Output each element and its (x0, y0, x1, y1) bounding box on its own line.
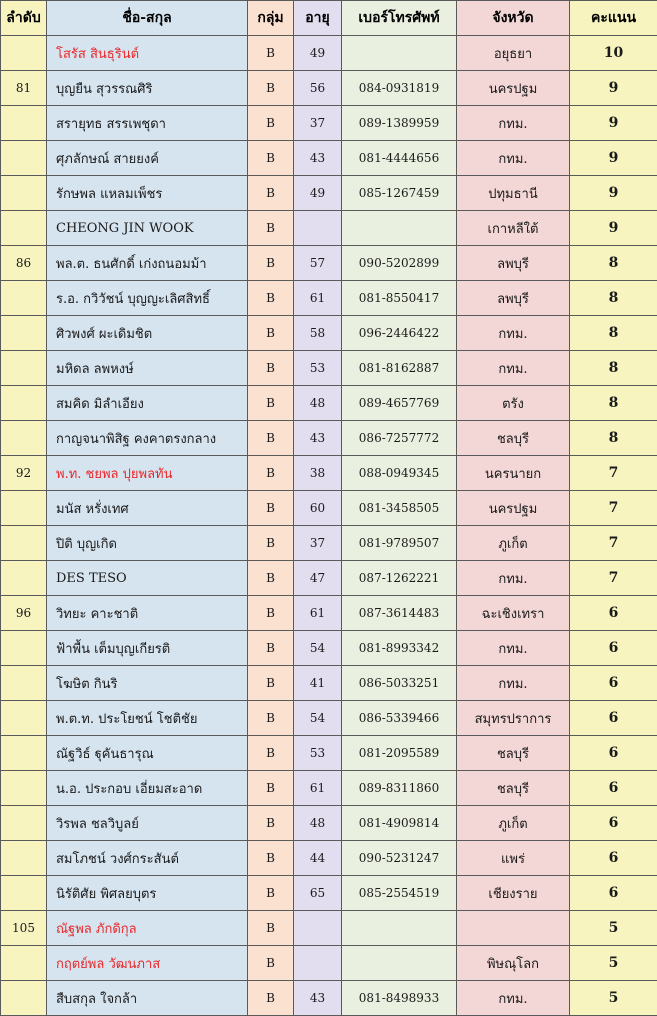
group-cell: B (248, 351, 294, 386)
table-row (1, 176, 657, 211)
header-rank: ลำดับ (1, 1, 47, 36)
phone-cell: 089-4657769 (342, 386, 457, 421)
rank-cell (1, 36, 47, 71)
table-row (1, 36, 657, 71)
province-cell: ลพบุรี (457, 246, 570, 281)
table-row (1, 351, 657, 386)
phone-cell (342, 36, 457, 71)
group-cell: B (248, 946, 294, 981)
name-cell: มนัส หรั่งเทศ (47, 491, 248, 526)
header-score: คะแนน (570, 1, 657, 36)
province-cell: ชลบุรี (457, 771, 570, 806)
province-cell: ฉะเชิงเทรา (457, 596, 570, 631)
group-cell: B (248, 666, 294, 701)
phone-cell: 096-2446422 (342, 316, 457, 351)
table-row (1, 876, 657, 911)
age-cell: 54 (294, 631, 342, 666)
phone-cell (342, 211, 457, 246)
rank-cell (1, 561, 47, 596)
group-cell: B (248, 596, 294, 631)
table-row (1, 841, 657, 876)
rank-cell (1, 806, 47, 841)
score-cell: 6 (570, 736, 657, 771)
rank-cell (1, 876, 47, 911)
table-row (1, 561, 657, 596)
score-cell: 8 (570, 281, 657, 316)
group-cell: B (248, 981, 294, 1016)
phone-cell: 086-5339466 (342, 701, 457, 736)
province-cell: ชลบุรี (457, 736, 570, 771)
score-cell: 7 (570, 456, 657, 491)
name-cell: กาญจนาพิสิฐ คงคาตรงกลาง (47, 421, 248, 456)
province-cell: กทม. (457, 666, 570, 701)
table-row (1, 981, 657, 1016)
score-cell: 5 (570, 981, 657, 1016)
province-cell: ชลบุรี (457, 421, 570, 456)
phone-cell: 088-0949345 (342, 456, 457, 491)
phone-cell: 081-4444656 (342, 141, 457, 176)
phone-cell: 087-3614483 (342, 596, 457, 631)
phone-cell: 090-5202899 (342, 246, 457, 281)
province-cell: กทม. (457, 351, 570, 386)
score-cell: 6 (570, 806, 657, 841)
age-cell: 38 (294, 456, 342, 491)
score-cell: 9 (570, 176, 657, 211)
name-cell: โฆษิต กินริ (47, 666, 248, 701)
age-cell: 37 (294, 106, 342, 141)
group-cell: B (248, 246, 294, 281)
name-cell: บุญยืน สุวรรณศิริ (47, 71, 248, 106)
score-cell: 9 (570, 141, 657, 176)
score-cell: 5 (570, 911, 657, 946)
phone-cell: 081-9789507 (342, 526, 457, 561)
group-cell: B (248, 211, 294, 246)
province-cell: อยุธยา (457, 36, 570, 71)
score-cell: 8 (570, 386, 657, 421)
group-cell: B (248, 771, 294, 806)
group-cell: B (248, 456, 294, 491)
province-cell: นครนายก (457, 456, 570, 491)
age-cell: 37 (294, 526, 342, 561)
phone-cell: 081-8162887 (342, 351, 457, 386)
table-row (1, 596, 657, 631)
name-cell: โสรัส สินธุรินต์ (47, 36, 248, 71)
table-row (1, 456, 657, 491)
age-cell: 60 (294, 491, 342, 526)
phone-cell: 086-5033251 (342, 666, 457, 701)
province-cell: กทม. (457, 141, 570, 176)
phone-cell: 090-5231247 (342, 841, 457, 876)
name-cell: สมคิด มิลำเอียง (47, 386, 248, 421)
phone-cell (342, 911, 457, 946)
table-row (1, 806, 657, 841)
name-cell: น.อ. ประกอบ เอี่ยมสะอาด (47, 771, 248, 806)
table-row (1, 771, 657, 806)
score-cell: 9 (570, 211, 657, 246)
score-cell: 6 (570, 666, 657, 701)
province-cell: กทม. (457, 631, 570, 666)
group-cell: B (248, 841, 294, 876)
phone-cell (342, 946, 457, 981)
rank-cell (1, 946, 47, 981)
group-cell: B (248, 71, 294, 106)
phone-cell: 085-1267459 (342, 176, 457, 211)
header-row (1, 1, 657, 36)
name-cell: สมโภชน์ วงศ์กระสันต์ (47, 841, 248, 876)
table-row (1, 491, 657, 526)
name-cell: นิรัติศัย พิศลยบุตร (47, 876, 248, 911)
score-cell: 8 (570, 316, 657, 351)
group-cell: B (248, 106, 294, 141)
rank-cell (1, 281, 47, 316)
province-cell: กทม. (457, 106, 570, 141)
name-cell: ฟ้าพื้น เต็มบุญเกียรติ (47, 631, 248, 666)
header-province: จังหวัด (457, 1, 570, 36)
table-row (1, 526, 657, 561)
age-cell: 43 (294, 981, 342, 1016)
rank-cell (1, 351, 47, 386)
province-cell: นครปฐม (457, 491, 570, 526)
province-cell: ภูเก็ต (457, 806, 570, 841)
score-cell: 6 (570, 841, 657, 876)
province-cell: กทม. (457, 316, 570, 351)
rank-cell: 96 (1, 596, 47, 631)
phone-cell: 081-8550417 (342, 281, 457, 316)
name-cell: กฤตย์พล วัฒนภาส (47, 946, 248, 981)
table-row (1, 281, 657, 316)
phone-cell: 081-2095589 (342, 736, 457, 771)
name-cell: สรายุทธ สรรเพชุดา (47, 106, 248, 141)
score-cell: 6 (570, 701, 657, 736)
score-cell: 10 (570, 36, 657, 71)
rank-cell (1, 141, 47, 176)
table-row (1, 246, 657, 281)
age-cell: 54 (294, 701, 342, 736)
rank-cell (1, 771, 47, 806)
table-row (1, 316, 657, 351)
table-row (1, 631, 657, 666)
rank-cell (1, 841, 47, 876)
name-cell: สืบสกุล ใจกล้า (47, 981, 248, 1016)
score-cell: 8 (570, 351, 657, 386)
name-cell: มหิดล ลพหงษ์ (47, 351, 248, 386)
score-cell: 5 (570, 946, 657, 981)
group-cell: B (248, 876, 294, 911)
score-cell: 6 (570, 876, 657, 911)
province-cell: ลพบุรี (457, 281, 570, 316)
rank-cell (1, 631, 47, 666)
rank-cell: 92 (1, 456, 47, 491)
phone-cell: 081-4909814 (342, 806, 457, 841)
age-cell: 58 (294, 316, 342, 351)
table-row (1, 701, 657, 736)
name-cell: วิรพล ชลวิบูลย์ (47, 806, 248, 841)
header-age: อายุ (294, 1, 342, 36)
rank-cell (1, 491, 47, 526)
age-cell: 61 (294, 596, 342, 631)
age-cell (294, 211, 342, 246)
phone-cell: 084-0931819 (342, 71, 457, 106)
phone-cell: 085-2554519 (342, 876, 457, 911)
age-cell: 57 (294, 246, 342, 281)
rank-cell (1, 316, 47, 351)
group-cell: B (248, 561, 294, 596)
province-cell: กทม. (457, 561, 570, 596)
score-cell: 7 (570, 491, 657, 526)
score-cell: 7 (570, 561, 657, 596)
rank-cell (1, 701, 47, 736)
rank-cell (1, 526, 47, 561)
province-cell: ปทุมธานี (457, 176, 570, 211)
score-cell: 9 (570, 106, 657, 141)
score-cell: 6 (570, 596, 657, 631)
phone-cell: 081-8498933 (342, 981, 457, 1016)
age-cell: 41 (294, 666, 342, 701)
group-cell: B (248, 316, 294, 351)
group-cell: B (248, 36, 294, 71)
name-cell: ร.อ. กวิวัชน์ บุญญะเลิศสิทธิ์ (47, 281, 248, 316)
rank-cell (1, 106, 47, 141)
age-cell (294, 911, 342, 946)
table-row (1, 946, 657, 981)
province-cell: แพร่ (457, 841, 570, 876)
table-row (1, 211, 657, 246)
name-cell: CHEONG JIN WOOK (47, 211, 248, 246)
age-cell: 53 (294, 351, 342, 386)
table-row (1, 421, 657, 456)
table-row (1, 911, 657, 946)
rank-cell (1, 176, 47, 211)
name-cell: พล.ต. ธนศักดิ์ เก่งถนอมม้า (47, 246, 248, 281)
table-row (1, 736, 657, 771)
age-cell: 48 (294, 386, 342, 421)
group-cell: B (248, 176, 294, 211)
header-group: กลุ่ม (248, 1, 294, 36)
group-cell: B (248, 911, 294, 946)
name-cell: รักษพล แหลมเพ็ชร (47, 176, 248, 211)
group-cell: B (248, 806, 294, 841)
province-cell: กทม. (457, 981, 570, 1016)
age-cell: 43 (294, 141, 342, 176)
score-cell: 7 (570, 526, 657, 561)
name-cell: DES TESO (47, 561, 248, 596)
name-cell: วิทยะ คาะชาติ (47, 596, 248, 631)
group-cell: B (248, 736, 294, 771)
phone-cell: 086-7257772 (342, 421, 457, 456)
group-cell: B (248, 491, 294, 526)
name-cell: ณัฐวิธ์ ฐุคันธารุณ (47, 736, 248, 771)
phone-cell: 089-1389959 (342, 106, 457, 141)
province-cell: นครปฐม (457, 71, 570, 106)
name-cell: พ.ท. ชยพล ปุยพลทัน (47, 456, 248, 491)
age-cell: 61 (294, 281, 342, 316)
name-cell: พ.ต.ท. ประโยชน์ โชติชัย (47, 701, 248, 736)
province-cell: เชียงราย (457, 876, 570, 911)
province-cell: พิษณุโลก (457, 946, 570, 981)
age-cell: 49 (294, 36, 342, 71)
table-row (1, 71, 657, 106)
group-cell: B (248, 141, 294, 176)
age-cell: 43 (294, 421, 342, 456)
score-cell: 8 (570, 421, 657, 456)
age-cell: 49 (294, 176, 342, 211)
age-cell: 44 (294, 841, 342, 876)
group-cell: B (248, 421, 294, 456)
score-cell: 9 (570, 71, 657, 106)
age-cell: 48 (294, 806, 342, 841)
table-row (1, 141, 657, 176)
rank-cell: 81 (1, 71, 47, 106)
rank-cell (1, 666, 47, 701)
province-cell: ภูเก็ต (457, 526, 570, 561)
rank-cell: 86 (1, 246, 47, 281)
score-cell: 8 (570, 246, 657, 281)
phone-cell: 089-8311860 (342, 771, 457, 806)
group-cell: B (248, 526, 294, 561)
score-cell: 6 (570, 771, 657, 806)
age-cell: 47 (294, 561, 342, 596)
table-row (1, 106, 657, 141)
rank-cell (1, 421, 47, 456)
rank-cell (1, 386, 47, 421)
header-phone: เบอร์โทรศัพท์ (342, 1, 457, 36)
rank-cell: 105 (1, 911, 47, 946)
age-cell (294, 946, 342, 981)
score-cell: 6 (570, 631, 657, 666)
name-cell: ณัฐพล ภักดิกุล (47, 911, 248, 946)
phone-cell: 081-8993342 (342, 631, 457, 666)
province-cell: สมุทรปราการ (457, 701, 570, 736)
group-cell: B (248, 281, 294, 316)
age-cell: 53 (294, 736, 342, 771)
group-cell: B (248, 386, 294, 421)
table-row (1, 666, 657, 701)
header-name: ชื่อ-สกุล (47, 1, 248, 36)
name-cell: ศุภลักษณ์ สายยงค์ (47, 141, 248, 176)
table-row (1, 386, 657, 421)
name-cell: ปิติ บุญเกิด (47, 526, 248, 561)
age-cell: 65 (294, 876, 342, 911)
province-cell: ตรัง (457, 386, 570, 421)
phone-cell: 087-1262221 (342, 561, 457, 596)
rank-cell (1, 736, 47, 771)
rank-cell (1, 211, 47, 246)
age-cell: 61 (294, 771, 342, 806)
province-cell (457, 911, 570, 946)
rank-cell (1, 981, 47, 1016)
group-cell: B (248, 701, 294, 736)
group-cell: B (248, 631, 294, 666)
province-cell: เกาหลีใต้ (457, 211, 570, 246)
name-cell: ศิวพงศ์ ผะเดิมชิต (47, 316, 248, 351)
phone-cell: 081-3458505 (342, 491, 457, 526)
age-cell: 56 (294, 71, 342, 106)
